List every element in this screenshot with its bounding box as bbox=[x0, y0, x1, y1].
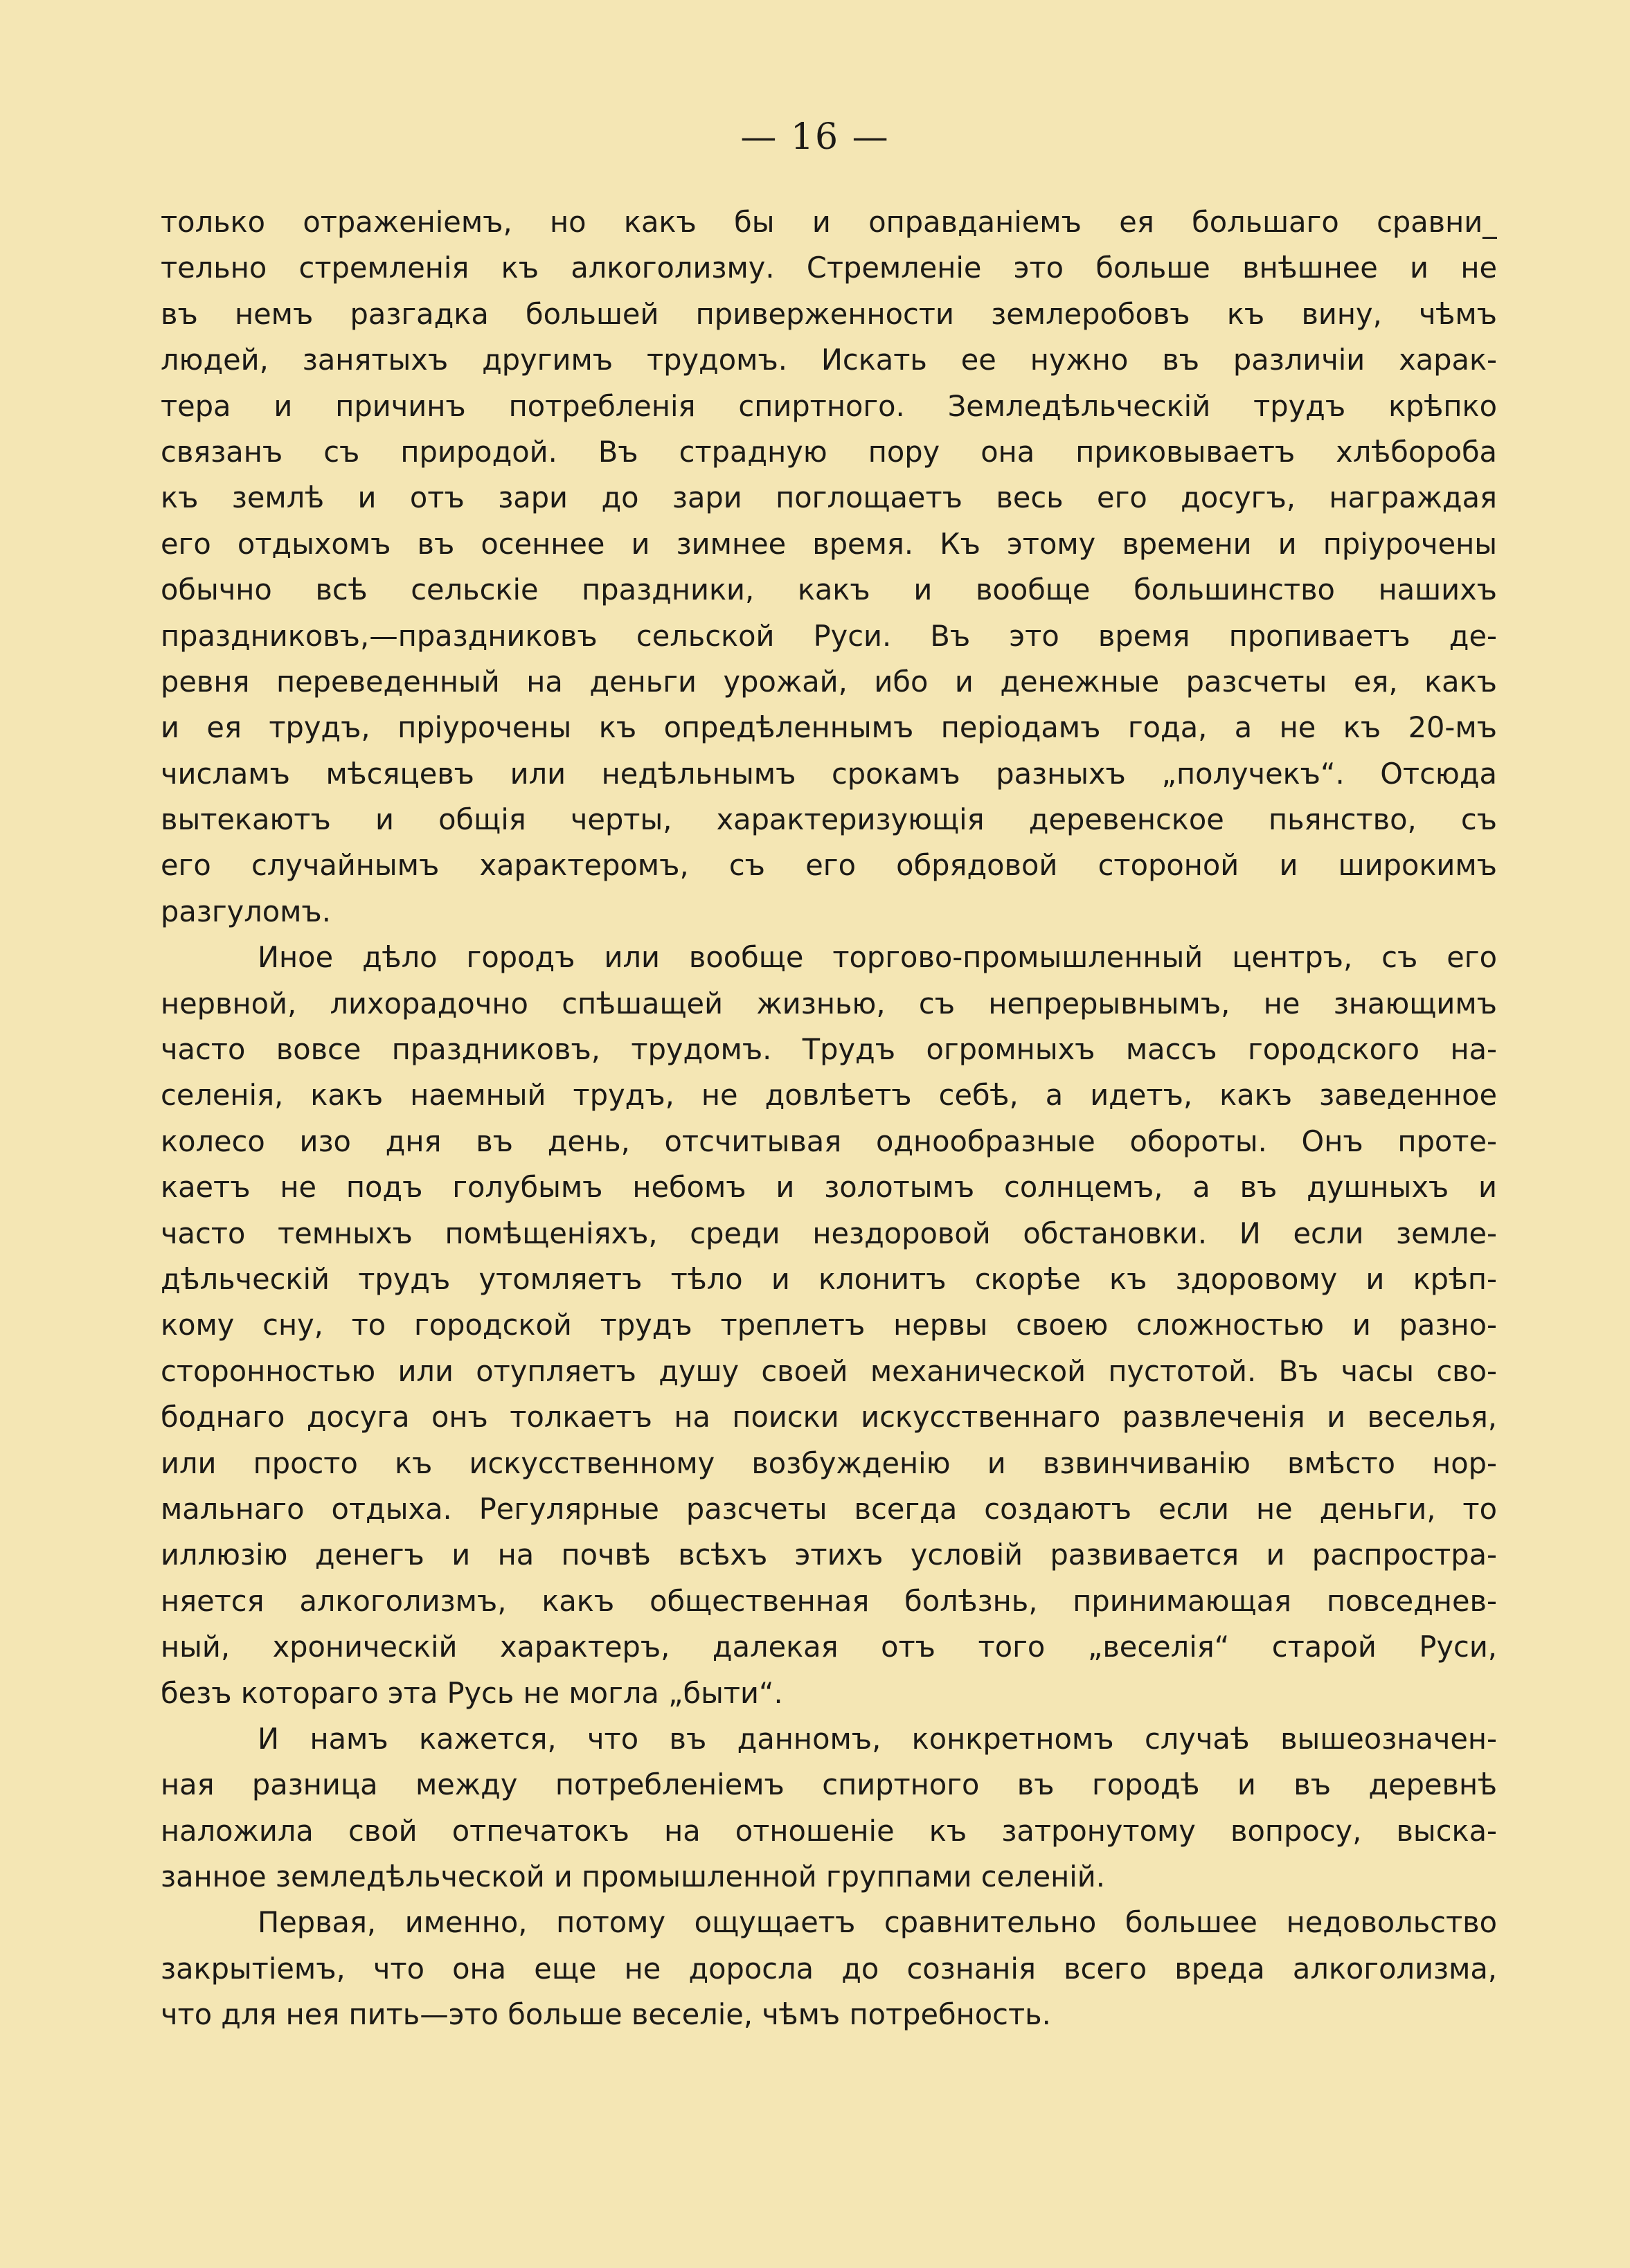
text-line: колесо изо дня въ день, отсчитывая однообразные обороты. Онъ проте- bbox=[161, 1124, 1497, 1158]
text-line: наложила свой отпечатокъ на отношеніе къ затронутому вопросу, выска- bbox=[161, 1813, 1497, 1848]
text-line: и ея трудъ, пріурочены къ опредѣленнымъ періодамъ года, а не къ 20-мъ bbox=[161, 710, 1497, 745]
text-line: сторонностью или отупляетъ душу своей механической пустотой. Въ часы сво- bbox=[161, 1353, 1497, 1388]
text-line: нервной, лихорадочно спѣшащей жизнью, съ непрерывнымъ, не знающимъ bbox=[161, 986, 1497, 1020]
text-line: только отраженіемъ, но какъ бы и оправданіемъ ея большаго сравни_ bbox=[161, 205, 1497, 239]
text-line: людей, занятыхъ другимъ трудомъ. Искать ее нужно въ различіи харак- bbox=[161, 343, 1497, 377]
text-line: ный, хроническій характеръ, далекая отъ того „веселія“ старой Руси, bbox=[161, 1630, 1497, 1664]
text-line: селенія, какъ наемный трудъ, не довлѣетъ себѣ, а идетъ, какъ заведенное bbox=[161, 1078, 1497, 1113]
text-line: его отдыхомъ въ осеннее и зимнее время. Къ этому времени и пріурочены bbox=[161, 526, 1497, 561]
paragraph-3 bbox=[161, 1716, 1497, 1900]
text-line: каетъ не подъ голубымъ небомъ и золотымъ солнцемъ, а въ душныхъ и bbox=[161, 1170, 1497, 1205]
text-line: связанъ съ природой. Въ страдную пору она приковываетъ хлѣбороба bbox=[161, 434, 1497, 469]
text-line: праздниковъ,—праздниковъ сельской Руси. Въ это время пропиваетъ де- bbox=[161, 618, 1497, 653]
text-line: кому сну, то городской трудъ треплетъ нервы своею сложностью и разно- bbox=[161, 1308, 1497, 1342]
text-line: Первая, именно, потому ощущаетъ сравнительно большее недовольство bbox=[258, 1905, 1497, 1940]
text-line: обычно всѣ сельскіе праздники, какъ и вообще большинство нашихъ bbox=[161, 573, 1497, 607]
text-line: закрытіемъ, что она еще не доросла до сознанія всего вреда алкоголизма, bbox=[161, 1951, 1497, 1986]
text-line: вытекаютъ и общія черты, характеризующія деревенское пьянство, съ bbox=[161, 802, 1497, 837]
text-line: ревня переведенный на деньги урожай, ибо и денежные разсчеты ея, какъ bbox=[161, 664, 1497, 699]
text-line: часто темныхъ помѣщеніяхъ, среди нездоровой обстановки. И если земле- bbox=[161, 1216, 1497, 1250]
text-line: разгуломъ. bbox=[161, 894, 331, 928]
text-line: безъ котораго эта Русь не могла „быти“. bbox=[161, 1675, 783, 1710]
text-line: иллюзію денегъ и на почвѣ всѣхъ этихъ условій развивается и распростра- bbox=[161, 1538, 1497, 1572]
paragraph-4 bbox=[161, 1900, 1497, 2037]
text-line: къ землѣ и отъ зари до зари поглощаетъ весь его досугъ, награждая bbox=[161, 480, 1497, 515]
text-line: числамъ мѣсяцевъ или недѣльнымъ срокамъ разныхъ „получекъ“. Отсюда bbox=[161, 756, 1497, 791]
text-line: часто вовсе праздниковъ, трудомъ. Трудъ огромныхъ массъ городского на- bbox=[161, 1032, 1497, 1067]
text-line: Иное дѣло городъ или вообще торгово-промышленный центръ, съ его bbox=[258, 940, 1497, 975]
text-line: тера и причинъ потребленія спиртного. Земледѣльческій трудъ крѣпко bbox=[161, 388, 1497, 423]
text-line: няется алкоголизмъ, какъ общественная болѣзнь, принимающая повседнев- bbox=[161, 1583, 1497, 1618]
text-line: его случайнымъ характеромъ, съ его обрядовой стороной и широкимъ bbox=[161, 848, 1497, 883]
text-line: боднаго досуга онъ толкаетъ на поиски искусственнаго развлеченія и веселья, bbox=[161, 1400, 1497, 1434]
text-line: мальнаго отдыха. Регулярные разсчеты всегда создаютъ если не деньги, то bbox=[161, 1491, 1497, 1526]
text-line: что для нея пить—это больше веселіе, чѣмъ потребность. bbox=[161, 1997, 1051, 2032]
body-text bbox=[161, 199, 1497, 2038]
text-line: въ немъ разгадка большей приверженности землеробовъ къ вину, чѣмъ bbox=[161, 296, 1497, 331]
text-line: дѣльческій трудъ утомляетъ тѣло и клонитъ скорѣе къ здоровому и крѣп- bbox=[161, 1261, 1497, 1296]
text-line: занное земледѣльческой и промышленной группами селеній. bbox=[161, 1860, 1105, 1894]
text-line: тельно стремленія къ алкоголизму. Стремленіе это больше внѣшнее и не bbox=[161, 251, 1497, 285]
paragraph-1 bbox=[161, 199, 1497, 935]
page-number: — 16 — bbox=[740, 116, 890, 158]
text-line: или просто къ искусственному возбужденію и взвинчиванію вмѣсто нор- bbox=[161, 1446, 1497, 1480]
text-line: И намъ кажется, что въ данномъ, конкретномъ случаѣ вышеозначен- bbox=[258, 1721, 1497, 1756]
text-line: ная разница между потребленіемъ спиртного въ городѣ и въ деревнѣ bbox=[161, 1767, 1497, 1802]
paragraph-2 bbox=[161, 935, 1497, 1716]
